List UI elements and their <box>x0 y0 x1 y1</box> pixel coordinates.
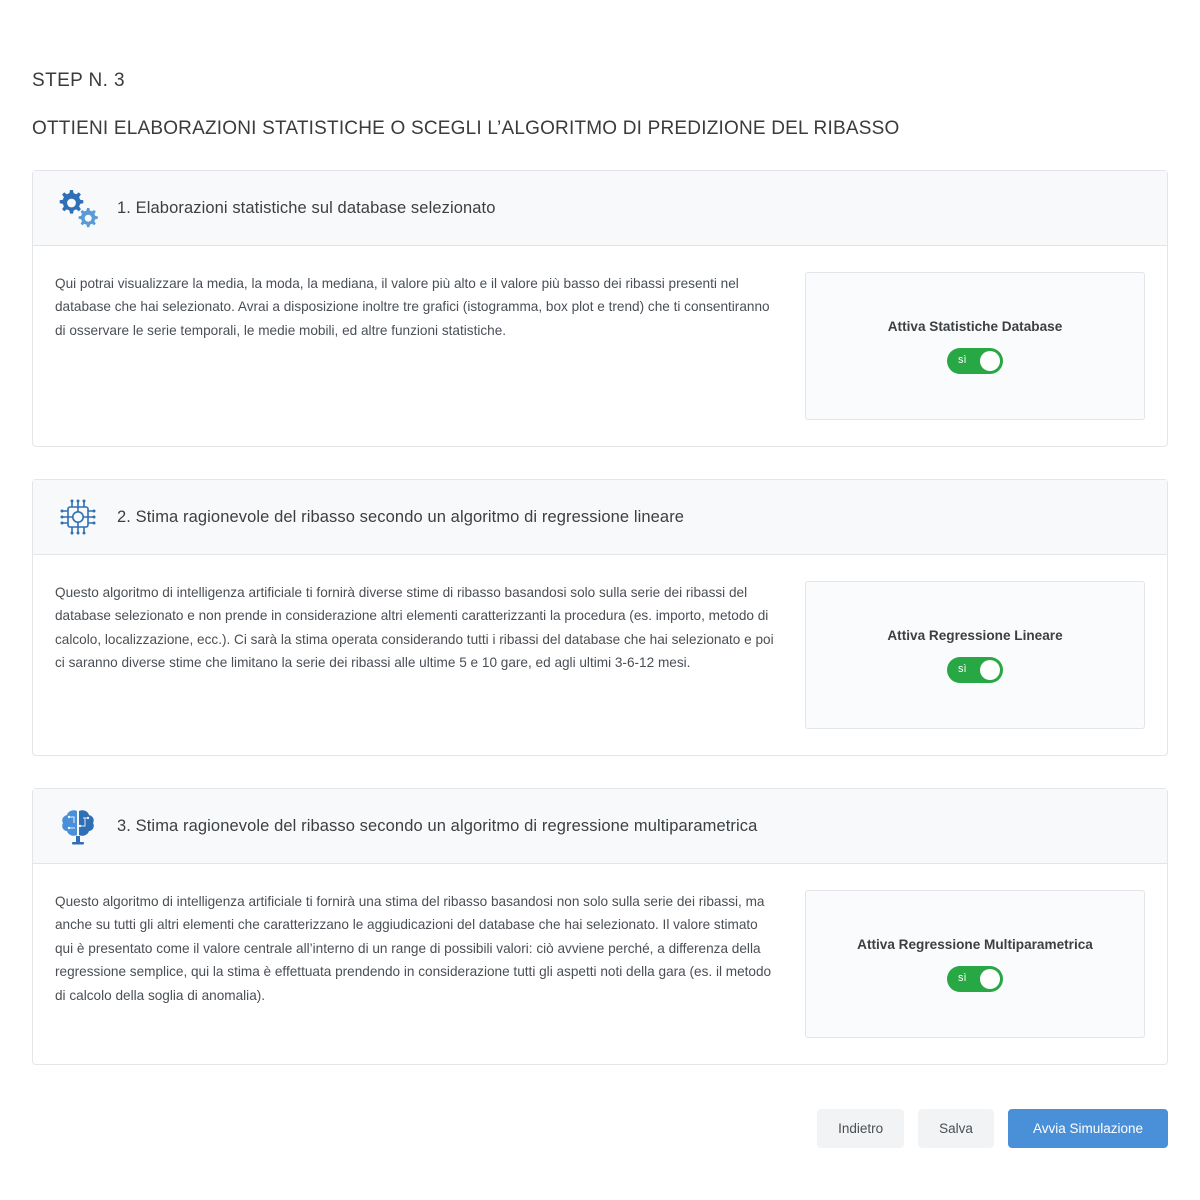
toggle-knob <box>980 969 1000 989</box>
ai-brain-icon <box>55 803 101 849</box>
card-header <box>33 789 1167 864</box>
toggle-state-text: sì <box>958 972 967 984</box>
card-body <box>33 555 1167 755</box>
card-title: 2. Stima ragionevole del ribasso secondo un algoritmo di regressione lineare <box>117 507 685 526</box>
card-title: 3. Stima ragionevole del ribasso secondo un algoritmo di regressione multiparametrica <box>117 816 758 835</box>
card-body <box>33 246 1167 446</box>
toggle-regressione-multiparametrica[interactable] <box>947 966 1003 992</box>
toggle-label: Attiva Statistiche Database <box>887 318 1063 334</box>
toggle-state-text: sì <box>958 663 967 675</box>
card-description: Qui potrai visualizzare la media, la moda, la mediana, il valore più alto e il valore più basso dei ribassi presenti nel database che hai selezionato. Avrai a disposizione inoltre tre grafici (istogramma, box plot e trend) che ti consentiranno di osservare le serie temporali, le medie mobili, ed altre funzioni statistiche. <box>55 276 770 338</box>
toggle-knob <box>980 660 1000 680</box>
card-statistiche <box>32 170 1168 447</box>
start-simulation-button[interactable]: Avvia Simulazione <box>1008 1109 1168 1148</box>
toggle-label: Attiva Regressione Lineare <box>887 627 1063 643</box>
toggle-panel-regressione-multiparametrica <box>805 890 1145 1038</box>
card-description: Questo algoritmo di intelligenza artificiale ti fornirà una stima del ribasso basandosi non solo sulla serie dei ribassi, ma anche su tutti gli altri elementi che caratterizzano le aggiudicazioni del database che hai selezionato. Il valore stimato qui è presentato come il valore centrale all’interno di un range di possibili valori: ciò avviene perché, a differenza della regressione semplice, qui la stima è effettuata prendendo in considerazione tutti gli aspetti noti della gara (es. il metodo di calcolo della soglia di anomalia). <box>55 894 772 1003</box>
card-regressione-lineare <box>32 479 1168 756</box>
step-label: STEP N. 3 <box>32 70 126 91</box>
gears-icon <box>55 185 101 231</box>
toggle-state-text: sì <box>958 354 967 366</box>
card-body <box>33 864 1167 1064</box>
back-button[interactable]: Indietro <box>817 1109 904 1148</box>
page-title: OTTIENI ELABORAZIONI STATISTICHE O SCEGLI L’ALGORITMO DI PREDIZIONE DEL RIBASSO <box>32 118 900 139</box>
footer-actions <box>32 1097 1168 1188</box>
card-regressione-multiparametrica <box>32 788 1168 1065</box>
toggle-panel-regressione-lineare <box>805 581 1145 729</box>
card-header <box>33 480 1167 555</box>
toggle-knob <box>980 351 1000 371</box>
toggle-panel-statistiche <box>805 272 1145 420</box>
toggle-statistiche-database[interactable] <box>947 348 1003 374</box>
cpu-chip-icon <box>55 494 101 540</box>
toggle-regressione-lineare[interactable] <box>947 657 1003 683</box>
toggle-label: Attiva Regressione Multiparametrica <box>857 936 1093 952</box>
card-title: 1. Elaborazioni statistiche sul database selezionato <box>117 198 496 217</box>
save-button[interactable]: Salva <box>918 1109 994 1148</box>
card-header <box>33 171 1167 246</box>
card-description: Questo algoritmo di intelligenza artificiale ti fornirà diverse stime di ribasso basandosi solo sulla serie dei ribassi del database selezionato e non prende in considerazione altri elementi caratterizzanti la procedura (es. importo, metodo di calcolo, localizzazione, ecc.). Ci sarà la stima operata considerando tutti i ribassi del database che hai selezionato e poi ci saranno diverse stime che limitano la serie dei ribassi alle ultime 5 e 10 gare, ed agli ultimi 3-6-12 mesi. <box>55 585 774 671</box>
